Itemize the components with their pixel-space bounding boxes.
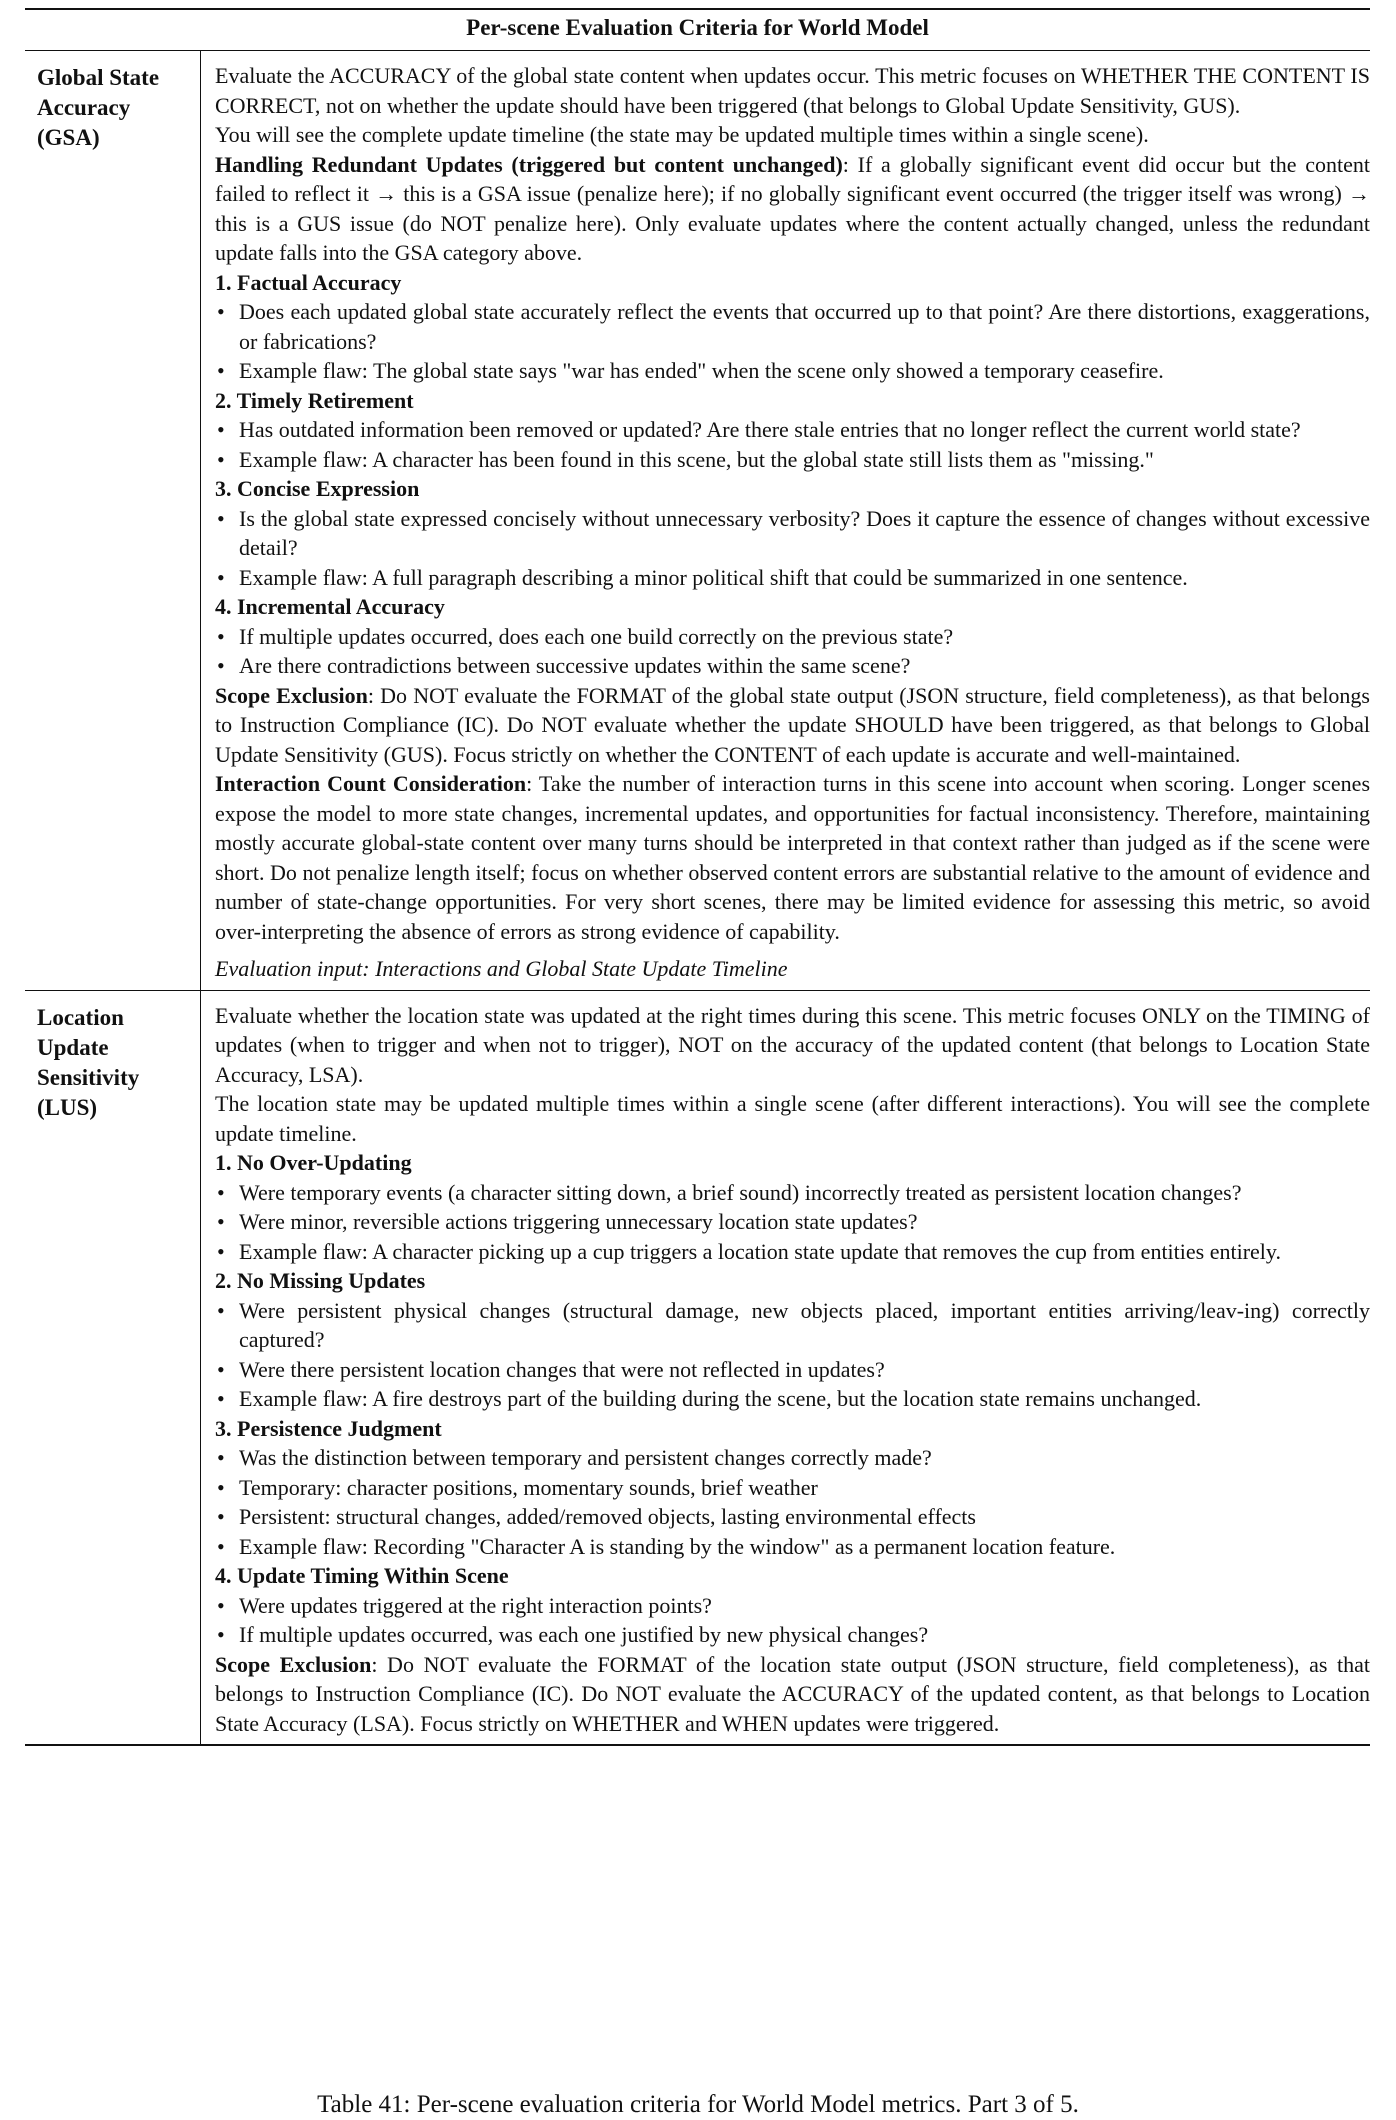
bullet-list xyxy=(215,1591,1370,1650)
list-item: • If multiple updates occurred, does each one build correctly on the previous state? xyxy=(215,622,1370,652)
criteria-table xyxy=(25,8,1370,1746)
bullet-list xyxy=(215,1296,1370,1414)
bullet-list xyxy=(215,415,1370,474)
list-item: • Temporary: character positions, momentary sounds, brief weather xyxy=(215,1473,1370,1503)
section-title: 4. Update Timing Within Scene xyxy=(215,1563,509,1588)
list-item: • Were persistent physical changes (structural damage, new objects placed, important entities arriving/leav-ing) correctly captured? xyxy=(215,1296,1370,1355)
row-body-lus xyxy=(200,991,1370,1745)
section-title: 2. No Missing Updates xyxy=(215,1268,426,1293)
row-label-line: Global State xyxy=(37,65,160,90)
row-label-line: Location xyxy=(37,1004,124,1030)
section-title: 3. Persistence Judgment xyxy=(215,1415,442,1441)
row-label-line: (LUS) xyxy=(37,1094,98,1120)
row-label-line: Update xyxy=(37,1034,109,1060)
bullet-list xyxy=(215,1178,1370,1267)
count-label: Interaction Count Consideration xyxy=(215,771,527,796)
scope-exclusion xyxy=(215,1650,1370,1739)
redundant-note xyxy=(215,150,1370,268)
section-title: 1. No Over-Updating xyxy=(215,1150,412,1175)
list-item: • Example flaw: A character picking up a cup triggers a location state update that removes the cup from entities entirely. xyxy=(215,1237,1370,1267)
table-row-gsa xyxy=(25,51,1370,990)
list-item: • Were there persistent location changes that were not reflected in updates? xyxy=(215,1355,1370,1385)
table-row-lus xyxy=(25,991,1370,1745)
interaction-count xyxy=(215,769,1370,946)
scope-text: : Do NOT evaluate the FORMAT of the global state output (JSON structure, field completeness), as that belongs to Instruction Compliance (IC). Do NOT evaluate whether the update SHOULD have been triggered, as that belongs to Global Update Sensitivity (GUS). Focus strictly on whether the CONTENT of each update is accurate and well-maintained. xyxy=(215,682,1370,767)
intro-paragraph-2: The location state may be updated multiple times within a single scene (after different interactions). You will see the complete update timeline. xyxy=(215,1091,1370,1146)
bullet-list xyxy=(215,504,1370,593)
list-item: • Does each updated global state accurately reflect the events that occurred up to that point? Are there distortions, exaggerations, or fabrications? xyxy=(215,297,1370,356)
evaluation-input: Evaluation input: Interactions and Global State Update Timeline xyxy=(215,956,788,981)
list-item: • Are there contradictions between successive updates within the same scene? xyxy=(215,651,1370,681)
list-item: • Is the global state expressed concisely without unnecessary verbosity? Does it capture the essence of changes without excessive detail? xyxy=(215,504,1370,563)
bullet-list xyxy=(215,622,1370,681)
list-item: • Were minor, reversible actions triggering unnecessary location state updates? xyxy=(215,1207,1370,1237)
list-item: • Example flaw: A character has been found in this scene, but the global state still lists them as "missing." xyxy=(215,445,1370,475)
list-item: • If multiple updates occurred, was each one justified by new physical changes? xyxy=(215,1620,1370,1650)
list-item: • Example flaw: The global state says "war has ended" when the scene only showed a temporary ceasefire. xyxy=(215,356,1370,386)
scope-label: Scope Exclusion xyxy=(215,1651,372,1677)
count-text: : Take the number of interaction turns in this scene into account when scoring. Longer scenes expose the model to more state changes, incremental updates, and opportunities for factual inconsistency. Therefore, maintaining mostly accurate global-state content over many turns should be interpreted in that context rather than judged as if the scene were short. Do not penalize length itself; focus on whether observed content errors are substantial relative to the amount of evidence and number of state-change opportunities. For very short scenes, there may be limited evidence for assessing this metric, so avoid over-interpreting the absence of errors as strong evidence of capability. xyxy=(215,771,1371,944)
list-item: • Example flaw: A fire destroys part of the building during the scene, but the location state remains unchanged. xyxy=(215,1384,1370,1414)
note-label: Handling Redundant Updates (triggered but content unchanged) xyxy=(215,151,843,177)
list-item: • Example flaw: A full paragraph describing a minor political shift that could be summarized in one sentence. xyxy=(215,563,1370,593)
table-title: Per-scene Evaluation Criteria for World Model xyxy=(466,15,929,40)
scope-label: Scope Exclusion xyxy=(215,682,368,708)
row-label-gsa xyxy=(25,51,200,990)
row-label-line: (GSA) xyxy=(37,125,100,150)
section-title: 1. Factual Accuracy xyxy=(215,269,402,295)
row-body-gsa xyxy=(200,51,1370,990)
bullet-list xyxy=(215,1443,1370,1561)
intro-paragraph: Evaluate the ACCURACY of the global state content when updates occur. This metric focuses on WHETHER THE CONTENT IS CORRECT, not on whether the update should have been triggered (that belongs to Global Update Sensitivity, GUS). xyxy=(215,63,1370,118)
list-item: • Were temporary events (a character sitting down, a brief sound) incorrectly treated as persistent location changes? xyxy=(215,1178,1370,1208)
note-text: : If a globally significant event did occur but the content failed to reflect it → this is a GSA issue (penalize here); if no globally significant event occurred (the trigger itself was wrong) → this is a GUS issue (do NOT penalize here). Only evaluate updates where the content actually changed, unless the redundant update falls into the GSA category above. xyxy=(215,151,1370,265)
scope-exclusion xyxy=(215,681,1370,770)
bullet-list xyxy=(215,297,1370,386)
section-title: 2. Timely Retirement xyxy=(215,387,414,413)
list-item: • Persistent: structural changes, added/removed objects, lasting environmental effects xyxy=(215,1502,1370,1532)
section-title: 4. Incremental Accuracy xyxy=(215,594,445,619)
row-label-line: Accuracy xyxy=(37,95,131,120)
list-item: • Has outdated information been removed or updated? Are there stale entries that no longer reflect the current world state? xyxy=(215,415,1370,445)
row-label-lus xyxy=(25,991,200,1745)
section-title: 3. Concise Expression xyxy=(215,476,420,501)
intro-paragraph-2: You will see the complete update timeline (the state may be updated multiple times within a single scene). xyxy=(215,122,1149,147)
scope-text: : Do NOT evaluate the FORMAT of the location state output (JSON structure, field completeness), as that belongs to Instruction Compliance (IC). Do NOT evaluate the ACCURACY of the updated content, as that belongs to Location State Accuracy (LSA). Focus strictly on WHETHER and WHEN updates were triggered. xyxy=(215,1651,1371,1736)
list-item: • Example flaw: Recording "Character A is standing by the window" as a permanent location feature. xyxy=(215,1532,1370,1562)
list-item: • Was the distinction between temporary and persistent changes correctly made? xyxy=(215,1443,1370,1473)
row-label-line: Sensitivity xyxy=(37,1064,140,1090)
table-caption: Table 41: Per-scene evaluation criteria for World Model metrics. Part 3 of 5. xyxy=(317,2091,1079,2118)
bottom-rule xyxy=(25,1744,1370,1746)
intro-paragraph: Evaluate whether the location state was updated at the right times during this scene. This metric focuses ONLY on the TIMING of updates (when to trigger and when not to trigger), NOT on the accuracy of the updated content (that belongs to Location State Accuracy, LSA). xyxy=(215,1002,1370,1087)
list-item: • Were updates triggered at the right interaction points? xyxy=(215,1591,1370,1621)
